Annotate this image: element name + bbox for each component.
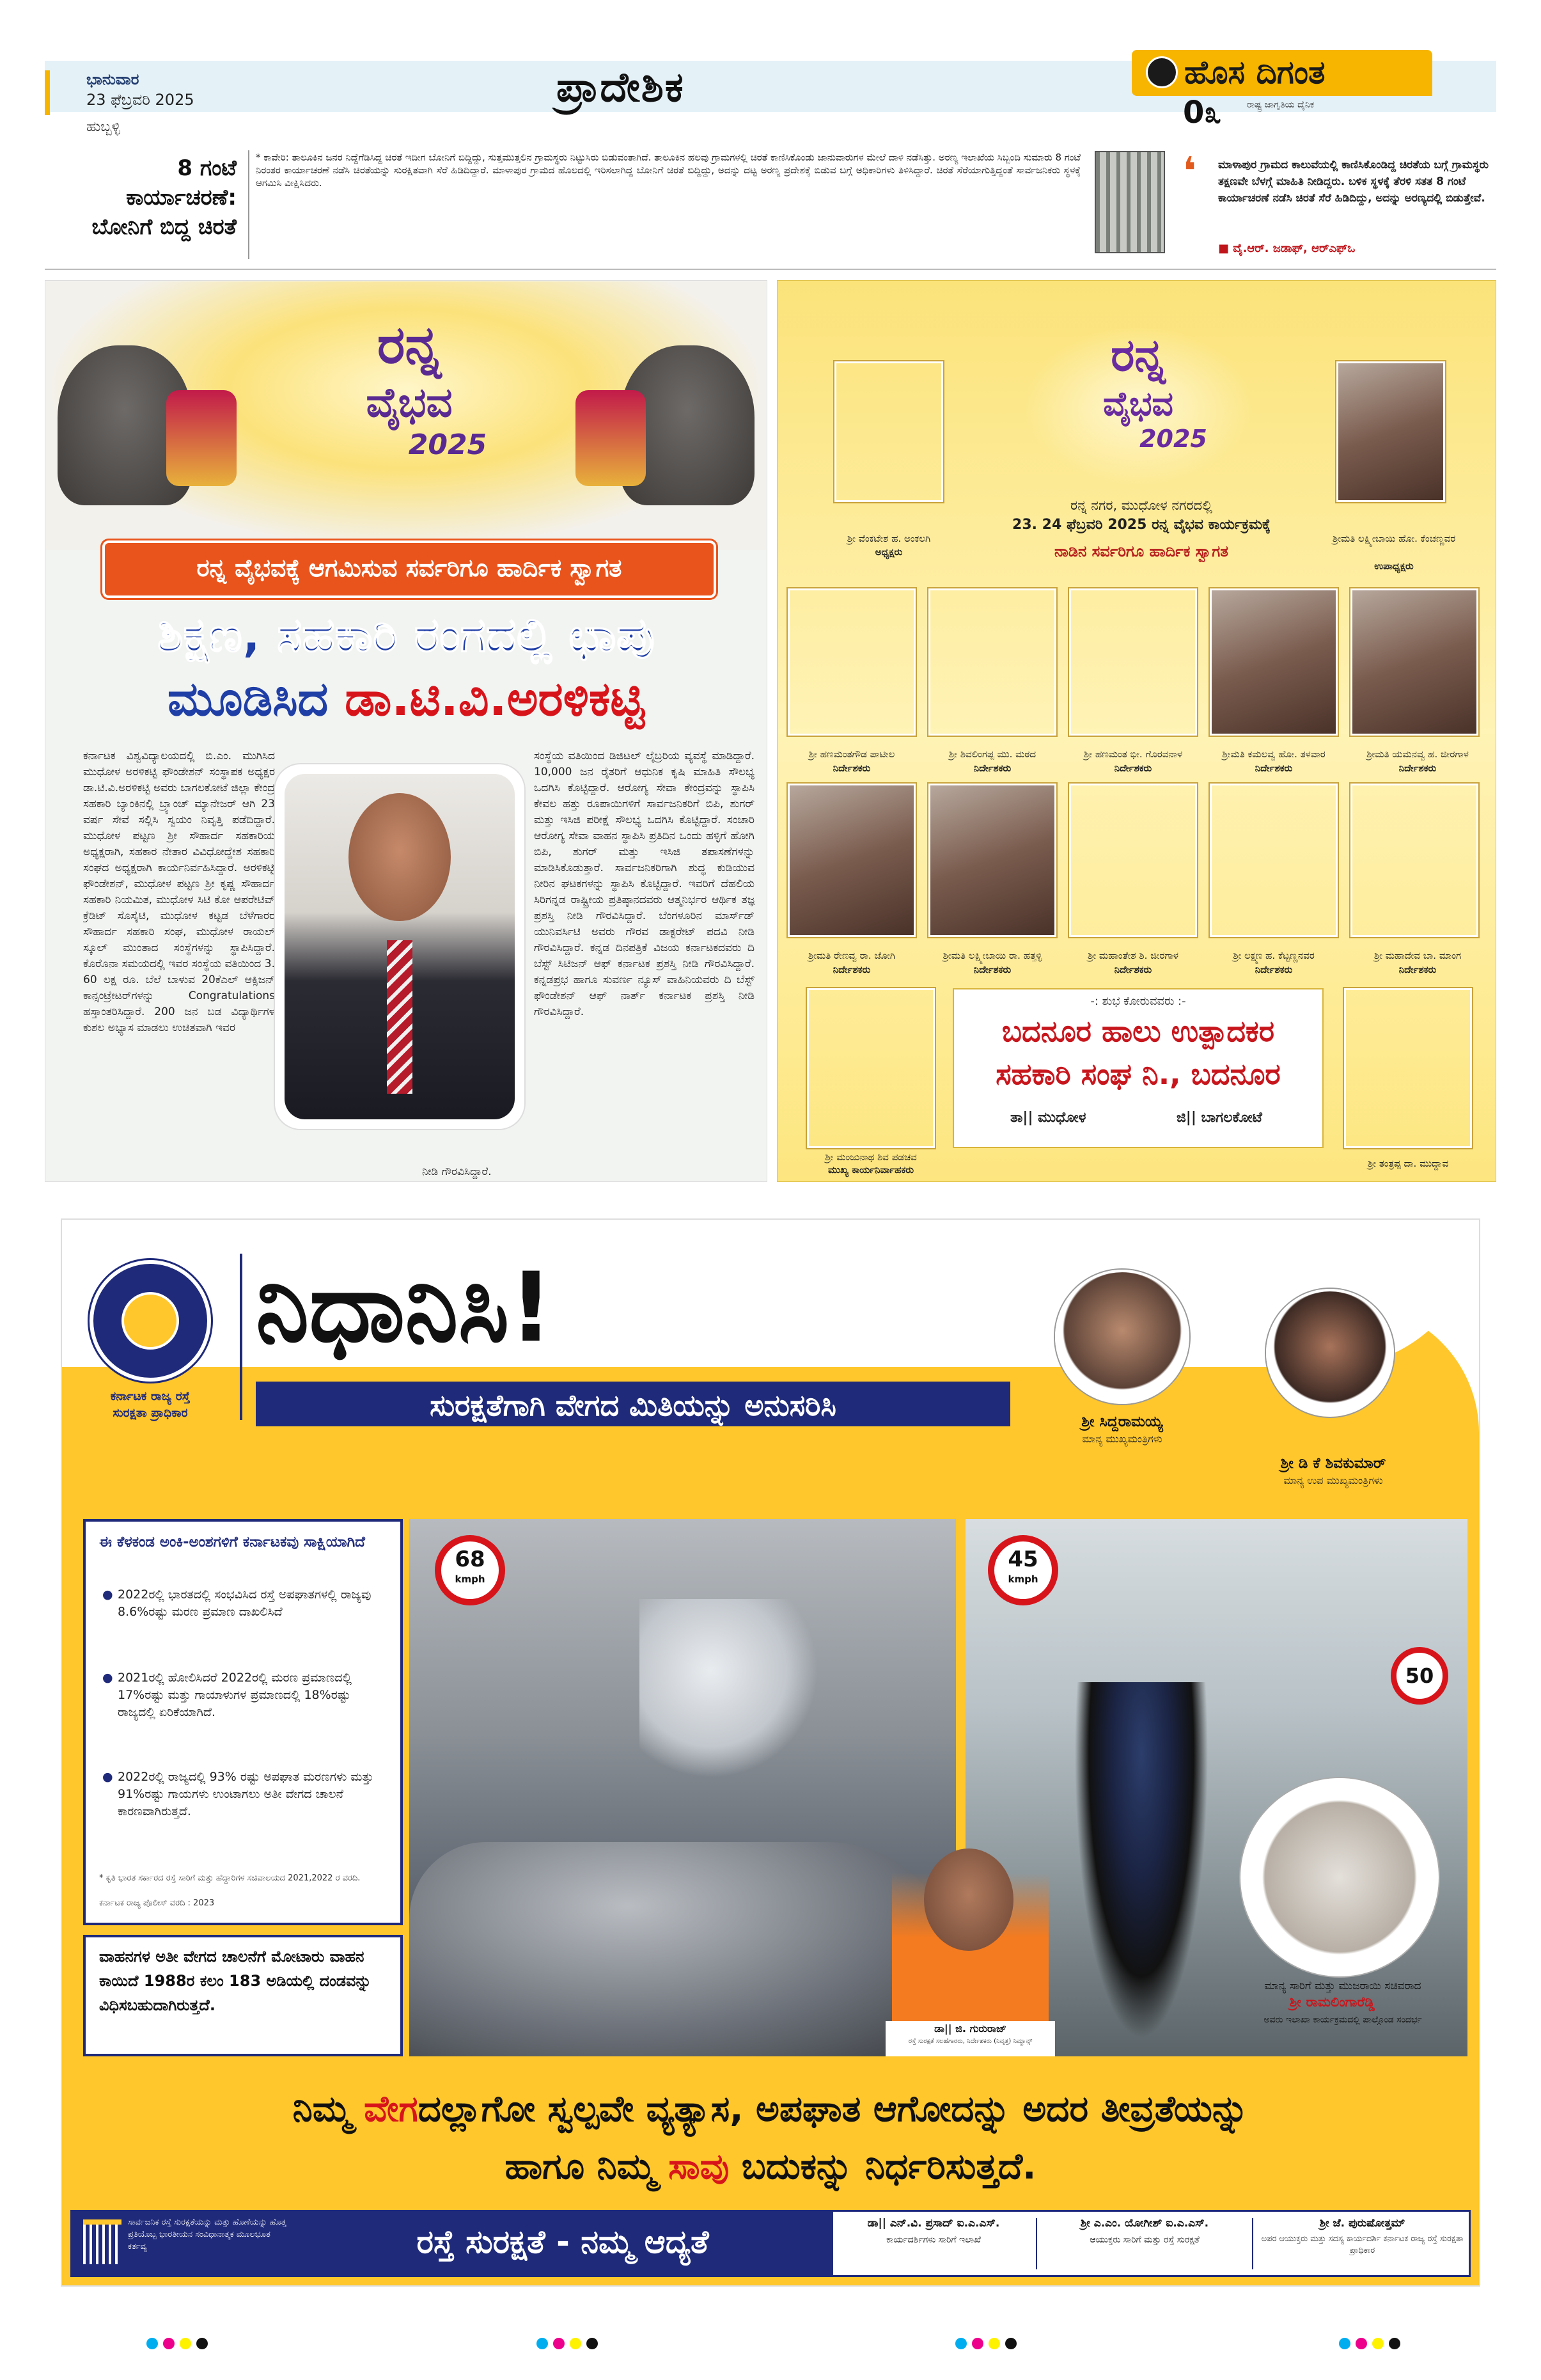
brand-name: ಹೊಸ ದಿಗಂತ	[1184, 54, 1326, 91]
director-name: ಶ್ರೀಮತಿ ರೇಣವ್ವ ರಾ. ಜೋಗಿ	[808, 950, 896, 961]
ceo-name: ಶ್ರೀ ಮಂಜುನಾಥ ಶಿವ ಪಡಚವ	[825, 1151, 917, 1163]
right-logo-line2: ವೈಭವ	[1103, 385, 1173, 423]
cyan-dot	[536, 2338, 548, 2349]
wish-text: -: ಶುಭ ಕೋರುವವರು :-	[1090, 995, 1186, 1008]
left-ad-headline1: ಶಿಕ್ಷಣ, ಸಹಕಾರಿ ರಂಗದಲ್ಲಿ ಛಾಪು	[157, 608, 655, 663]
ranna-logo-year: 2025	[408, 429, 487, 461]
director-name: ಶ್ರೀ ಶಿವಲಿಂಗಪ್ಪ ಮು. ಮಠದ	[948, 748, 1036, 760]
header-city: ಹುಬ್ಬಳ್ಳಿ	[86, 119, 121, 135]
right-logo-line1: ರನ್ನ	[1111, 329, 1166, 381]
crash-rider	[639, 1599, 818, 1778]
director-role: ನಿರ್ದೇಶಕರು	[1255, 964, 1293, 975]
right-logo-year: 2025	[1139, 425, 1207, 453]
speed-unit: kmph	[1008, 1573, 1038, 1585]
vice-president-name: ಶ್ರೀಮತಿ ಲಕ್ಷ್ಮೀಬಾಯಿ ಹೋ. ಕೆಂಚಣ್ಣವರ	[1332, 533, 1456, 544]
org-name-line2: ಸಹಕಾರಿ ಸಂಘ ನಿ., ಬದನೂರ	[996, 1057, 1281, 1091]
director-name: ಶ್ರೀಮತಿ ಯಮನವ್ವ ಹ. ಜೀರಗಾಳ	[1366, 748, 1469, 760]
fact-item: ● 2022ರಲ್ಲಿ ಭಾರತದಲ್ಲಿ ಸಂಭವಿಸಿದ ರಸ್ತೆ ಅಪಘಾತಗಳಲ್ಲಿ ರಾಜ್ಯವು 8.6%ರಷ್ಟು ಮರಣ ಪ್ರಮಾಣ ದಾಖಲಿಸಿದೆ	[102, 1588, 372, 1619]
org-taluk: ತಾ|| ಮುಧೋಳ	[1010, 1110, 1086, 1126]
cm-role: ಮಾನ್ಯ ಮುಖ್ಯಮಂತ್ರಿಗಳು	[1082, 1433, 1162, 1445]
cyan-dot	[1339, 2338, 1350, 2349]
org-name-line1: ಬದನೂರ ಹಾಲು ಉತ್ಪಾದಕರ	[1001, 1014, 1275, 1048]
road-ad-subhead: ಸುರಕ್ಷತೆಗಾಗಿ ವೇಗದ ಮಿತಿಯನ್ನು ಅನುಸರಿಸಿ	[430, 1388, 836, 1422]
section-title: ಪ್ರಾದೇಶಿಕ	[556, 64, 685, 111]
road-ad-headline: ನಿಧಾನಿಸಿ!	[256, 1252, 553, 1364]
right-ranna-logo	[1023, 326, 1253, 486]
director-photo	[788, 784, 916, 937]
facts-source2: ಕರ್ನಾಟಕ ರಾಜ್ಯ ಪೊಲೀಸ್ ವರದಿ : 2023	[99, 1898, 215, 1908]
yellow-dot	[180, 2338, 191, 2349]
elephant-right-decor	[575, 390, 646, 486]
director-role: ನಿರ್ದೇಶಕರು	[833, 762, 871, 774]
parliament-icon	[83, 2219, 121, 2264]
fact-item: ● 2021ರಲ್ಲಿ ಹೋಲಿಸಿದರೆ 2022ರಲ್ಲಿ ಮರಣ ಪ್ರಮಾಣದಲ್ಲಿ 17%ರಷ್ಟು ಮತ್ತು ಗಾಯಾಳುಗಳ ಪ್ರಮಾಣದಲ್ಲಿ 18%ರಷ್ಟು ರಾಜ್ಯದಲ್ಲಿ ಏರಿಕೆಯಾಗಿದೆ.	[102, 1671, 352, 1719]
left-ad-headline2b: ಡಾ.ಟಿ.ವಿ.ಅರಳಿಕಟ್ಟಿ	[345, 672, 645, 727]
news-headline-line: ಬೋನಿಗೆ ಬಿದ್ದ ಚಿರತೆ	[91, 214, 237, 240]
dcm-name: ಶ್ರೀ ಡಿ ಕೆ ಶಿವಕುಮಾರ್	[1280, 1455, 1386, 1472]
officer1-name: ಡಾ|| ಎನ್.ವಿ. ಪ್ರಸಾದ್ ಐ.ಎ.ಎಸ್.	[867, 2217, 1000, 2230]
left-ad-headline2a: ಮೂಡಿಸಿದ	[168, 672, 345, 727]
speed-value: 45	[1008, 1547, 1038, 1572]
officer1-role: ಕಾರ್ಯದರ್ಶಿಗಳು ಸಾರಿಗೆ ಇಲಾಖೆ	[886, 2235, 981, 2245]
fact-item: ● 2022ರಲ್ಲಿ ರಾಜ್ಯದಲ್ಲಿ 93% ರಷ್ಟು ಅಪಘಾತ ಮರಣಗಳು ಮತ್ತು 91%ರಷ್ಟು ಗಾಯಗಳು ಉಂಟಾಗಲು ಅತೀ ವೇಗದ ಚಾಲನೆ ಕಾರಣವಾಗಿರುತ್ತದೆ.	[102, 1770, 374, 1818]
news-body: * ಕಾವೇರಿ: ತಾಲೂಕಿನ ಜನರ ನಿದ್ದೆಗೆಡಿಸಿದ್ದ ಚಿರತೆ ಇದೀಗ ಬೋನಿಗೆ ಬಿದ್ದಿದ್ದು, ಸುತ್ತಮುತ್ತಲಿನ ಗ್ರಾಮಸ್ಥರು ನಿಟ್ಟುಸಿರು ಬಿಡುವಂತಾಗಿದೆ. ತಾಲೂಕಿನ ಹಲವು ಗ್ರಾಮಗಳಲ್ಲಿ ಚಿರತೆ ಕಾಣಿಸಿಕೊಂಡು ಜಾನುವಾರುಗಳ ಮೇಲೆ ದಾಳಿ ನಡೆಸಿತ್ತು. ಅರಣ್ಯ ಇಲಾಖೆಯ ಸಿಬ್ಬಂದಿ ಸುಮಾರು 8 ಗಂಟೆ ನಿರಂತರ ಕಾರ್ಯಾಚರಣೆ ನಡೆಸಿ ಚಿರತೆಯನ್ನು ಸುರಕ್ಷಿತವಾಗಿ ಸೆರೆ ಹಿಡಿದಿದ್ದಾರೆ. ಮಾಳಾಪುರ ಗ್ರಾಮದ ಹೊಲದಲ್ಲಿ ಇರಿಸಲಾಗಿದ್ದ ಬೋನಿಗೆ ಚಿರತೆ ಬಿದ್ದಿದ್ದು, ಅದನ್ನು ದಟ್ಟ ಅರಣ್ಯ ಪ್ರದೇಶಕ್ಕೆ ಬಿಡುವ ಬಗ್ಗೆ ಅಧಿಕಾರಿಗಳು ತಿಳಿಸಿದ್ದಾರೆ. ಚಿರತೆ ಸೆರೆಯಾಗುತ್ತಿದ್ದಂತೆ ಸಾರ್ವಜನಿಕರು ಸ್ಥಳಕ್ಕೆ ಆಗಮಿಸಿ ವೀಕ್ಷಿಸಿದರು.	[256, 152, 1081, 189]
director-role: ನಿರ್ದೇಶಕರು	[1255, 762, 1293, 774]
quote-icon: ❛	[1183, 149, 1196, 194]
director-name: ಶ್ರೀ ಲಕ್ಷ್ಮಣ ಹ. ಕೆಟ್ಟಣ್ಣನವರ	[1233, 950, 1315, 961]
director-role: ನಿರ್ದೇಶಕರು	[1398, 964, 1437, 975]
yellow-dot	[570, 2338, 581, 2349]
guru-role: ರಸ್ತೆ ಸುರಕ್ಷತೆ ಸಲಹೆಗಾರರು, ನಿರ್ದೇಶಕರು (ನಿವೃತ್ತ) ನಿಮ್ಹಾನ್ಸ್	[908, 2038, 1033, 2045]
director-role: ನಿರ್ದೇಶಕರು	[973, 964, 1012, 975]
welcome-banner-text: ರನ್ನ ವೈಭವಕ್ಕೆ ಆಗಮಿಸುವ ಸರ್ವರಿಗೂ ಹಾರ್ದಿಕ ಸ್ವಾಗತ	[196, 554, 622, 582]
article-col1: ಕರ್ನಾಟಕ ವಿಶ್ವವಿದ್ಯಾಲಯದಲ್ಲಿ ಬಿ.ಎಂ. ಮುಗಿಸಿದ ಮುಧೋಳ ಅರಳಿಕಟ್ಟಿ ಫೌಂಡೇಶನ್ ಸಂಸ್ಥಾಪಕ ಅಧ್ಯಕ್ಷರ ಡಾ.ಟಿ.ವಿ.ಅರಳಿಕಟ್ಟಿ ಅವರು ಬಾಗಲಕೋಟೆ ಜಿಲ್ಲಾ ಕೇಂದ್ರ ಸಹಕಾರಿ ಬ್ಯಾಂಕಿನಲ್ಲಿ ಬ್ರ್ಯಾಂಚ್ ಮ್ಯಾನೇಜರ್ ಆಗಿ 23 ವರ್ಷ ಸೇವೆ ಸಲ್ಲಿಸಿ ಸ್ವಯಂ ನಿವೃತ್ತಿ ಪಡೆದಿದ್ದಾರೆ. ಮುಧೋಳ ಪಟ್ಟಣ ಶ್ರೀ ಸೌಹಾರ್ದ ಸಹಕಾರಿಯ ಅಧ್ಯಕ್ಷರಾಗಿ, ಸಹಕಾರ ನೇತಾರ ವಿವಿಧೋದ್ದೇಶ ಸಹಕಾರಿ ಸಂಘದ ಅಧ್ಯಕ್ಷರಾಗಿ ಕಾರ್ಯನಿರ್ವಹಿಸಿದ್ದಾರೆ. ಅರಳಿಕಟ್ಟಿ ಫೌಂಡೇಶನ್, ಮುಧೋಳ ಪಟ್ಟಣ ಶ್ರೀ ಕೃಷ್ಣ ಸೌಹಾರ್ದ ಸಹಕಾರಿ ನಿಯಮಿತ, ಮುಧೋಳ ಸಿಟಿ ಕೋ ಆಪರೇಟಿವ್ ಕ್ರೆಡಿಟ್ ಸೊಸೈಟಿ, ಮುಧೋಳ ಕಟ್ಟಡ ಬೆಳೆಗಾರರ ಸೌಹಾರ್ದ ಸಹಕಾರಿ ಸಂಘ, ಮುಧೋಳ ರಾಯಲ್ ಸ್ಕೂಲ್ ಮುಂತಾದ ಸಂಸ್ಥೆಗಳನ್ನು ಸ್ಥಾಪಿಸಿದ್ದಾರೆ. ಕೊರೊನಾ ಸಮಯದಲ್ಲಿ ಇವರ ಸಂಸ್ಥೆಯ ವತಿಯಿಂದ 3. 60 ಲಕ್ಷ ರೂ. ಬೆಲೆ ಬಾಳುವ 20ಕೆಎಲ್ ಆಕ್ಸಿಜನ್ ಕಾನ್ಸಂಟ್ರೇಟರ್‌ಗಳನ್ನು Congratulations ಹಸ್ತಾಂತರಿಸಿದ್ದಾರೆ. 200 ಜನ ಬಡ ವಿದ್ಯಾರ್ಥಿಗಳ ಕುಶಲ ಅಭ್ಯಾಸ ಮಾಡಲು ಉಚಿತವಾಗಿ ಇವರ	[83, 750, 275, 1034]
vice-president-photo	[1336, 361, 1445, 502]
facts-box	[83, 1519, 403, 1925]
cyan-dot	[146, 2338, 158, 2349]
portrait-tie	[387, 940, 412, 1094]
news-headline-line: 8 ಗಂಟೆ	[177, 155, 237, 181]
director-role: ನಿರ್ದೇಶಕರು	[1398, 762, 1437, 774]
minister-line2: ಅವರು ಇಲಾಖಾ ಕಾರ್ಯಕ್ರಮದಲ್ಲಿ ಪಾಲ್ಗೊಂಡ ಸಂದರ್ಭ	[1263, 2015, 1422, 2025]
fact-text: 2022ರಲ್ಲಿ ಭಾರತದಲ್ಲಿ ಸಂಭವಿಸಿದ ರಸ್ತೆ ಅಪಘಾತಗಳಲ್ಲಿ ರಾಜ್ಯವು 8.6%ರಷ್ಟು ಮರಣ ಪ್ರಮಾಣ ದಾಖಲಿಸಿದೆ	[118, 1588, 372, 1619]
portrait-face	[348, 793, 451, 921]
member-photo	[1344, 988, 1472, 1148]
ksrsa-caption2: ಸುರಕ್ಷತಾ ಪ್ರಾಧಿಕಾರ	[113, 1406, 188, 1420]
ksrsa-caption1: ಕರ್ನಾಟಕ ರಾಜ್ಯ ರಸ್ತೆ	[110, 1389, 191, 1403]
fact-text: 2022ರಲ್ಲಿ ರಾಜ್ಯದಲ್ಲಿ 93% ರಷ್ಟು ಅಪಘಾತ ಮರಣಗಳು ಮತ್ತು 91%ರಷ್ಟು ಗಾಯಗಳು ಉಂಟಾಗಲು ಅತೀ ವೇಗದ ಚಾಲನೆ ಕಾರಣವಾಗಿರುತ್ತದೆ.	[118, 1770, 374, 1818]
article-col1-end: ನೀಡಿ ಗೌರವಿಸಿದ್ದಾರೆ.	[422, 1165, 492, 1178]
director-photo	[1210, 588, 1338, 736]
vice-president-role: ಉಪಾಧ್ಯಕ್ಷರು	[1374, 560, 1414, 572]
right-welcome: ನಾಡಿನ ಸರ್ವರಿಗೂ ಹಾರ್ದಿಕ ಸ್ವಾಗತ	[1054, 542, 1228, 560]
speed-badge	[435, 1535, 505, 1605]
director-role: ನಿರ್ದೇಶಕರು	[1114, 964, 1152, 975]
black-dot	[196, 2338, 208, 2349]
director-role: ನಿರ್ದೇಶಕರು	[833, 964, 871, 975]
logo-divider	[240, 1254, 242, 1420]
slogan2-highlight: ಸಾವು	[668, 2146, 730, 2187]
slogan-line1	[62, 2088, 1479, 2131]
officer-divider	[1036, 2218, 1037, 2269]
director-photo	[1069, 588, 1197, 736]
president-name: ಶ್ರೀ ವೆಂಕಟೇಶ ಹ. ಅಂಕಲಗಿ	[847, 533, 931, 544]
brand-tagline: ರಾಷ್ಟ್ರ ಜಾಗೃತಿಯ ದೈನಿಕ	[1247, 100, 1315, 110]
officer3-name: ಶ್ರೀ ಜೆ. ಪುರುಷೋತ್ತಮ್	[1319, 2217, 1405, 2230]
ceo-photo	[807, 988, 935, 1148]
facts-source1: * ಕೃತಿ ಭಾರತ ಸರ್ಕಾರದ ರಸ್ತೆ ಸಾರಿಗೆ ಮತ್ತು ಹೆದ್ದಾರಿಗಳ ಸಚಿವಾಲಯದ 2021,2022 ರ ವರದಿ.	[99, 1873, 361, 1883]
dcm-photo	[1266, 1289, 1394, 1417]
news-headline-line: ಕಾರ್ಯಾಚರಣೆ:	[126, 185, 237, 210]
cm-photo	[1055, 1270, 1189, 1404]
director-name: ಶ್ರೀ ಮಹಾಂತೇಶ ಶಿ. ಜೀರಗಾಳ	[1087, 950, 1179, 961]
left-ad-headline2	[45, 672, 767, 727]
director-photo	[1350, 784, 1478, 937]
director-photo	[928, 784, 1056, 937]
black-dot	[1005, 2338, 1017, 2349]
director-name: ಶ್ರೀ ಹಣಮಂತಗೌಡ ಪಾಟೀಲ	[808, 748, 895, 760]
cyan-dot	[955, 2338, 967, 2349]
officer2-name: ಶ್ರೀ ಎ.ಎಂ. ಯೋಗೀಶ್ ಐ.ಎ.ಎಸ್.	[1080, 2217, 1209, 2230]
yellow-dot	[989, 2338, 1000, 2349]
speed-limit-sign-icon	[1391, 1647, 1448, 1705]
yellow-dot	[1372, 2338, 1384, 2349]
crash-car	[409, 1842, 956, 2056]
director-photo	[1350, 588, 1478, 736]
news-headline	[45, 154, 237, 242]
director-name: ಶ್ರೀ ಹಣಮಂತ ಭೀ. ಗೊರವನಾಳ	[1083, 748, 1183, 760]
ceo-role: ಮುಖ್ಯ ಕಾರ್ಯನಿರ್ವಾಹಕರು	[827, 1164, 914, 1176]
page-number: 0೩	[1183, 95, 1222, 130]
header-day: ಭಾನುವಾರ	[86, 70, 139, 88]
registration-marks	[953, 2338, 1029, 2352]
header-left-rule	[45, 70, 50, 115]
president-role: ಅಧ್ಯಕ್ಷರು	[875, 546, 903, 558]
footer-duty-text: ಸಾರ್ವಜನಿಕ ರಸ್ತೆ ಸುರಕ್ಷತೆಯನ್ನು ಮತ್ತು ಹೊಣೆಯನ್ನು ಹೊತ್ತ ಪ್ರತಿಯೊಬ್ಬ ಭಾರತೀಯನ ಸಂವಿಧಾನಾತ್ಮಕ ಮೂಲಭೂತ ಕರ್ತವ್ಯ	[128, 2218, 286, 2251]
speed-limit-value: 50	[1405, 1664, 1434, 1688]
news-side-credit: ■ ವೈ.ಆರ್. ಜಡಾಫ್, ಆರ್‌ಎಫ್‌ಒ	[1218, 242, 1356, 255]
guru-face	[924, 1848, 1013, 1951]
slogan2-a: ಹಾಗೂ ನಿಮ್ಮ	[505, 2146, 669, 2187]
header-date: 23 ಫೆಬ್ರವರಿ 2025	[86, 91, 194, 109]
dcm-role: ಮಾನ್ಯ ಉಪ ಮುಖ್ಯಮಂತ್ರಿಗಳು	[1283, 1474, 1383, 1486]
cm-name: ಶ್ರೀ ಸಿದ್ದರಾಮಯ್ಯ	[1081, 1414, 1163, 1430]
director-role: ನಿರ್ದೇಶಕರು	[1114, 762, 1152, 774]
registration-marks	[1336, 2338, 1413, 2352]
article-col2: ಸಂಸ್ಥೆಯ ವತಿಯಿಂದ ಡಿಜಿಟಲ್ ಲೈಬ್ರರಿಯ ವ್ಯವಸ್ಥೆ ಮಾಡಿದ್ದಾರೆ. 10,000 ಜನ ರೈತರಿಗೆ ಆಧುನಿಕ ಕೃಷಿ ಮಾಹಿತಿ ಸೌಲಭ್ಯ ಒದಗಿಸಿ ಕೊಟ್ಟಿದ್ದಾರೆ. ಆರೋಗ್ಯ ಸೇವಾ ಕೇಂದ್ರವನ್ನು ಸ್ಥಾಪಿಸಿ ಕೇವಲ ಹತ್ತು ರೂಪಾಯಿಗಳಿಗೆ ಸಾರ್ವಜನಿಕರಿಗೆ ಬಿಪಿ, ಶುಗರ್ ಮತ್ತು ಇಸಿಜಿ ಪರೀಕ್ಷೆ ಸೌಲಭ್ಯ ಒದಗಿಸಿ ಕೊಟ್ಟಿದ್ದಾರೆ. ಸಂಚಾರಿ ಆರೋಗ್ಯ ಸೇವಾ ವಾಹನ ಸ್ಥಾಪಿಸಿ ಪ್ರತಿದಿನ ಒಂದು ಹಳ್ಳಿಗೆ ಹೋಗಿ ಬಿಪಿ, ಶುಗರ್ ಮತ್ತು ಇಸಿಜಿ ತಪಾಸಣೆಗಳನ್ನು ಮಾಡಿಸಿಕೊಡುತ್ತಾರೆ. ಸಾರ್ವಜನಿಕರಿಗಾಗಿ ಶುದ್ಧ ಕುಡಿಯುವ ನೀರಿನ ಘಟಕಗಳನ್ನು ಸ್ಥಾಪಿಸಿ ಕೊಟ್ಟಿದ್ದಾರೆ. ಇವರಿಗೆ ದೆಹಲಿಯ ಸಿರಿಗನ್ನಡ ರಾಷ್ಟ್ರೀಯ ಪ್ರತಿಷ್ಠಾನದವರು ಆತ್ಮನಿರ್ಭರ ಆರ್ಥಿಕ ತಜ್ಞ ಪ್ರಶಸ್ತಿ ನೀಡಿ ಗೌರವಿಸಿದ್ದಾರೆ. ಬೆಂಗಳೂರಿನ ಮಾರ್ಸ್‌ಡ್ ಯುನಿವರ್ಸಿಟಿ ಅವರು ಗೌರವ ಡಾಕ್ಟರೇಟ್ ಪದವಿ ನೀಡಿ ಗೌರವಿಸಿದ್ದಾರೆ. ಕನ್ನಡ ದಿನಪತ್ರಿಕೆ ವಿಜಯ ಕರ್ನಾಟಕದವರು ದಿ ಬೆಸ್ಟ್ ಸಿಟಿಜನ್ ಆಫ್ ಕರ್ನಾಟಕ ಪ್ರಶಸ್ತಿ ನೀಡಿ ಗೌರವಿಸಿದ್ದಾರೆ. ಕನ್ನಡಪ್ರಭ ಹಾಗೂ ಸುವರ್ಣ ನ್ಯೂಸ್ ವಾಹಿನಿಯವರು ದಿ ಬೆಸ್ಟ್ ಫೌಂಡೇಶನ್ ಆಫ್ ನಾರ್ತ್ ಕರ್ನಾಟಕ ಪ್ರಶಸ್ತಿ ನೀಡಿ ಗೌರವಿಸಿದ್ದಾರೆ.	[534, 750, 755, 1018]
slogan1-highlight: ವೇಗ	[364, 2088, 418, 2130]
director-photo	[1210, 784, 1338, 937]
section-divider	[45, 269, 1496, 270]
right-venue: ರನ್ನ ನಗರ, ಮುಧೋಳ ನಗರದಲ್ಲಿ	[1070, 498, 1212, 513]
officer2-role: ಆಯುಕ್ತರು ಸಾರಿಗೆ ಮತ್ತು ರಸ್ತೆ ಸುರಕ್ಷತೆ	[1090, 2235, 1200, 2245]
ranna-logo-line1: ರನ್ನ	[377, 315, 442, 375]
news-side-text: ಮಾಳಾಪುರ ಗ್ರಾಮದ ಕಾಲುವೆಯಲ್ಲಿ ಕಾಣಿಸಿಕೊಂಡಿದ್ದ ಚಿರತೆಯ ಬಗ್ಗೆ ಗ್ರಾಮಸ್ಥರು ತಕ್ಷಣವೇ ಬೆಳಗ್ಗೆ ಮಾಹಿತಿ ನೀಡಿದ್ದರು. ಬಳಿಕ ಸ್ಥಳಕ್ಕೆ ತೆರಳಿ ಸತತ 8 ಗಂಟೆ ಕಾರ್ಯಾಚರಣೆ ನಡೆಸಿ ಚಿರತೆ ಸೆರೆ ಹಿಡಿದಿದ್ದು, ಅದನ್ನು ಅರಣ್ಯದಲ್ಲಿ ಬಿಡುತ್ತೇವೆ.	[1218, 159, 1489, 205]
magenta-dot	[553, 2338, 565, 2349]
magenta-dot	[163, 2338, 175, 2349]
registration-marks	[144, 2338, 221, 2352]
ranna-logo	[281, 313, 537, 524]
facts-title: ಈ ಕೆಳಕಂಡ ಅಂಕಿ-ಅಂಶಗಳಿಗೆ ಕರ್ನಾಟಕವು ಸಾಕ್ಷಿಯಾಗಿದೆ	[99, 1534, 365, 1550]
minister-line1: ಮಾನ್ಯ ಸಾರಿಗೆ ಮತ್ತು ಮುಜರಾಯಿ ಸಚಿವರಾದ	[1264, 1980, 1421, 1992]
slogan1-c: ದಲ್ಲಾಗೋ ಸ್ವಲ್ಪವೇ ವ್ಯತ್ಯಾಸ, ಅಪಘಾತ ಆಗೋದನ್ನು ಅದರ ತೀವ್ರತೆಯನ್ನು	[418, 2088, 1249, 2130]
speed-badge	[988, 1535, 1058, 1605]
slogan-line2	[62, 2146, 1479, 2188]
fact-text: 2021ರಲ್ಲಿ ಹೋಲಿಸಿದರೆ 2022ರಲ್ಲಿ ಮರಣ ಪ್ರಮಾಣದಲ್ಲಿ 17%ರಷ್ಟು ಮತ್ತು ಗಾಯಾಳುಗಳ ಪ್ರಮಾಣದಲ್ಲಿ 18%ರಷ್ಟು ರಾಜ್ಯದಲ್ಲಿ ಏರಿಕೆಯಾಗಿದೆ.	[118, 1671, 352, 1719]
director-photo	[928, 588, 1056, 736]
minister-name: ಶ್ರೀ ರಾಮಲಿಂಗಾರೆಡ್ಡಿ	[1289, 1994, 1375, 2010]
minister-event-photo	[1240, 1778, 1439, 1976]
officer3-role: ಅಪರ ಆಯುಕ್ತರು ಮತ್ತು ಸದಸ್ಯ ಕಾರ್ಯದರ್ಶಿ ಕರ್ನಾಟಕ ರಾಜ್ಯ ರಸ್ತೆ ಸುರಕ್ಷತಾ ಪ್ರಾಧಿಕಾರ	[1261, 2234, 1464, 2255]
registration-marks	[534, 2338, 611, 2352]
right-dates: 23. 24 ಫೆಬ್ರವರಿ 2025 ರನ್ನ ವೈಭವ ಕಾರ್ಯಕ್ರಮಕ್ಕೆ	[1012, 517, 1271, 533]
director-photo	[1069, 784, 1197, 937]
footer-slogan: ರಸ್ತೆ ಸುರಕ್ಷತೆ - ನಮ್ಮ ಆದ್ಯತೆ	[416, 2223, 709, 2260]
director-name: ಶ್ರೀಮತಿ ಲಕ್ಷ್ಮೀಬಾಯಿ ರಾ. ಹತ್ತಳ್ಳಿ	[943, 950, 1042, 961]
org-district: ಜಿ|| ಬಾಗಲಕೋಟೆ	[1177, 1110, 1262, 1126]
elephant-left-decor	[166, 390, 237, 486]
director-name: ಶ್ರೀ ಮಹಾದೇವ ಬಾ. ಮಾಂಗ	[1373, 950, 1462, 961]
slogan2-c: ಬದುಕನ್ನು ನಿರ್ಧರಿಸುತ್ತದೆ.	[729, 2146, 1036, 2187]
brand-emblem-icon	[1146, 56, 1178, 88]
magenta-dot	[1356, 2338, 1367, 2349]
director-role: ನಿರ್ದೇಶಕರು	[973, 762, 1012, 774]
magenta-dot	[972, 2338, 983, 2349]
slogan1-a: ನಿಮ್ಮ	[292, 2088, 364, 2130]
director-name: ಶ್ರೀಮತಿ ಕಮಲವ್ವ ಹೋ. ತಳವಾರ	[1222, 748, 1326, 760]
speed-value: 68	[455, 1547, 485, 1572]
rider-bike	[1074, 1682, 1209, 2040]
news-divider	[248, 150, 249, 259]
member-name: ಶ್ರೀ ತಂತ್ರಪ್ಪ ದಾ. ಮುದ್ದಾವ	[1367, 1158, 1449, 1169]
speed-unit: kmph	[455, 1573, 485, 1585]
officer-divider	[1252, 2218, 1253, 2269]
black-dot	[1389, 2338, 1400, 2349]
president-photo	[834, 361, 943, 502]
guru-name: ಡಾ|| ಜಿ. ಗುರುರಾಜ್	[934, 2022, 1006, 2035]
director-photo	[788, 588, 916, 736]
ranna-logo-line2: ವೈಭವ	[366, 379, 453, 427]
black-dot	[586, 2338, 598, 2349]
law-text: ವಾಹನಗಳ ಅತೀ ವೇಗದ ಚಾಲನೆಗೆ ಮೋಟಾರು ವಾಹನ ಕಾಯಿದೆ 1988ರ ಕಲಂ 183 ಅಡಿಯಲ್ಲಿ ದಂಡವನ್ನು ವಿಧಿಸಬಹುದಾಗಿರುತ್ತದೆ.	[99, 1948, 372, 2014]
ksrsa-logo-inner	[121, 1292, 179, 1350]
